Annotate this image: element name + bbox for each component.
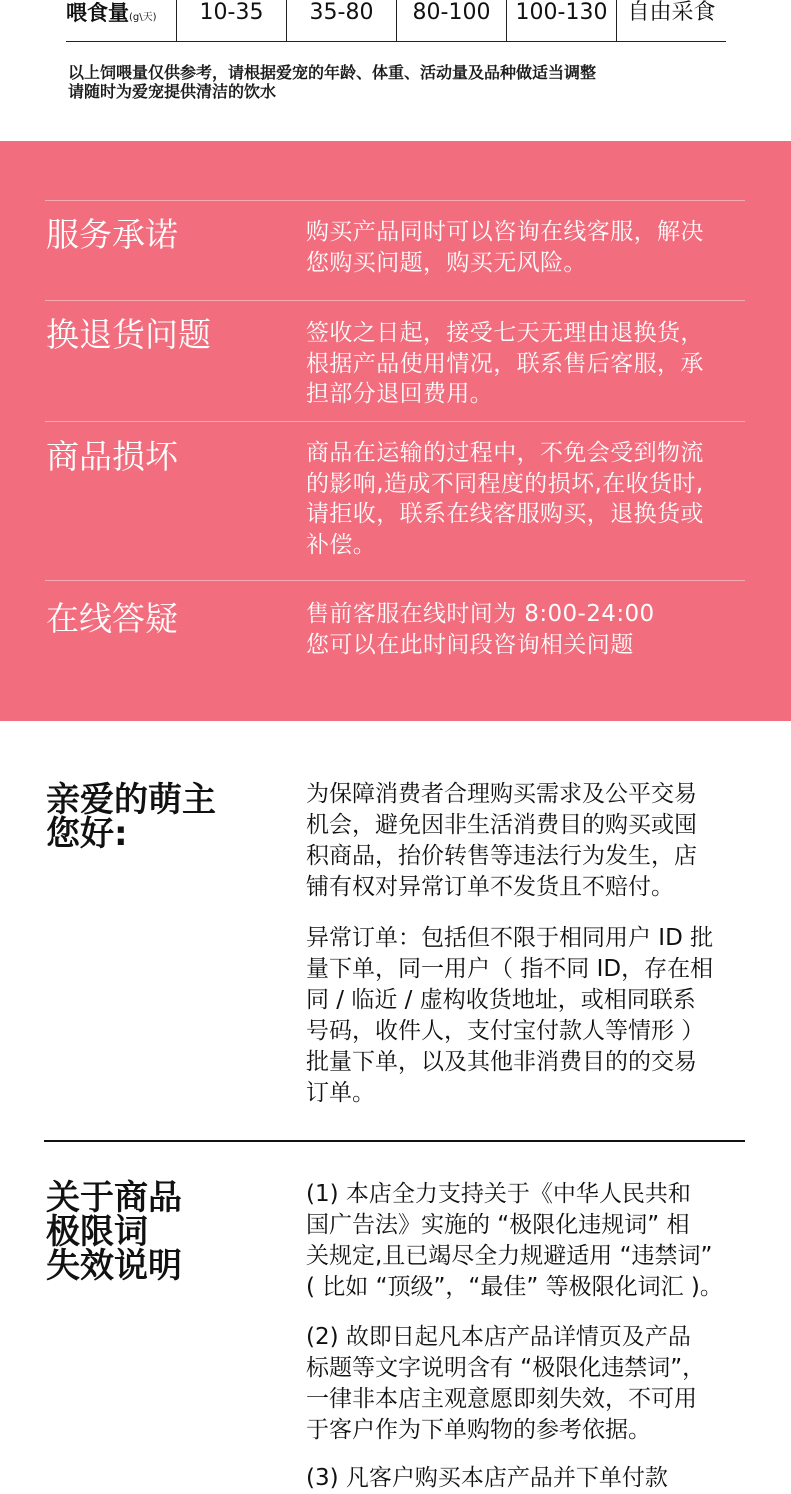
limit-line: 标题等文字说明含有 “极限化违禁词”， bbox=[306, 1355, 706, 1381]
limit-line: ( 比如 “顶级”，“最佳” 等极限化词汇 )。 bbox=[306, 1274, 723, 1300]
feeding-table-row bbox=[66, 0, 726, 42]
service-text-line: 售前客服在线时间为 8:00-24:00 bbox=[306, 601, 655, 627]
notice-line: 批量下单，以及其他非消费目的的交易 bbox=[306, 1049, 697, 1075]
feeding-note-line: 请随时为爱宠提供清洁的饮水 bbox=[68, 82, 277, 101]
limit-line: 国广告法》实施的 “极限化违规词” 相 bbox=[306, 1212, 690, 1238]
section-divider bbox=[44, 1140, 745, 1142]
service-text-line: 您购买问题，购买无风险。 bbox=[306, 249, 587, 276]
greeting-line: 您好: bbox=[46, 814, 128, 854]
service-text bbox=[306, 599, 748, 660]
service-text bbox=[306, 438, 748, 560]
service-text bbox=[306, 318, 748, 410]
notice-line: 订单。 bbox=[306, 1080, 375, 1106]
limit-words-heading bbox=[46, 1178, 182, 1286]
notice-line: 铺有权对异常订单不发货且不赔付。 bbox=[306, 874, 674, 900]
notice-line: 为保障消费者合理购买需求及公平交易 bbox=[306, 781, 697, 807]
limit-words-paragraph-2 bbox=[306, 1322, 751, 1446]
feeding-value-3: 80-100 bbox=[397, 0, 507, 41]
service-text-line: 购买产品同时可以咨询在线客服，解决 bbox=[306, 219, 704, 245]
feeding-value-1: 10-35 bbox=[177, 0, 287, 41]
service-text bbox=[306, 217, 748, 278]
service-text-line: 商品在运输的过程中，不免会受到物流 bbox=[306, 440, 704, 466]
notice-line: 机会，避免因非生活消费目的购买或囤 bbox=[306, 812, 697, 838]
service-divider bbox=[45, 421, 745, 422]
feeding-unit: (g\天) bbox=[129, 12, 157, 23]
limit-words-paragraph-1 bbox=[306, 1179, 751, 1303]
service-divider bbox=[45, 300, 745, 301]
feeding-value-4: 100-130 bbox=[507, 0, 617, 41]
feeding-value-5: 自由采食 bbox=[627, 0, 716, 25]
greeting-heading bbox=[46, 780, 216, 854]
service-text-line: 担部分退回费用。 bbox=[306, 381, 494, 407]
feeding-note-line: 以上饲喂量仅供参考，请根据爱宠的年龄、体重、活动量及品种做适当调整 bbox=[68, 63, 597, 82]
service-text-line: 补偿。 bbox=[306, 531, 377, 558]
feeding-amount-label: 喂食量(g\天) bbox=[66, 0, 177, 41]
heading-line: 关于商品 bbox=[46, 1178, 182, 1218]
notice-line: 积商品，抬价转售等违法行为发生，店 bbox=[306, 843, 697, 869]
limit-line: 于客户作为下单购物的参考依据。 bbox=[306, 1417, 651, 1443]
feeding-value-2: 35-80 bbox=[287, 0, 397, 41]
feeding-note bbox=[68, 63, 758, 101]
feeding-table-section bbox=[0, 0, 791, 141]
service-divider bbox=[45, 580, 745, 581]
limit-words-paragraph-3 bbox=[306, 1463, 751, 1494]
heading-line: 极限词 bbox=[46, 1212, 148, 1252]
service-text-line: 您可以在此时间段咨询相关问题 bbox=[306, 631, 634, 658]
limit-line: (3) 凡客户购买本店产品并下单付款 bbox=[306, 1465, 668, 1491]
notice-line: 同 / 临近 / 虚构收货地址，或相同联系 bbox=[306, 987, 696, 1013]
limit-line: (2) 故即日起凡本店产品详情页及产品 bbox=[306, 1324, 691, 1350]
service-title: 服务承诺 bbox=[46, 215, 178, 254]
notice-line: 异常订单：包括但不限于相同用户 ID 批 bbox=[306, 925, 714, 951]
service-title: 商品损坏 bbox=[46, 437, 178, 476]
notice-line: 量下单，同一用户（ 指不同 ID，存在相 bbox=[306, 956, 714, 982]
service-promise-section bbox=[0, 141, 791, 721]
notice-paragraph-2 bbox=[306, 923, 751, 1109]
service-text-line: 的影响,造成不同程度的损坏,在收货时, bbox=[306, 470, 704, 497]
limit-line: 一律非本店主观意愿即刻失效，不可用 bbox=[306, 1386, 697, 1412]
notice-paragraph-1 bbox=[306, 779, 751, 903]
limit-line: (1) 本店全力支持关于《中华人民共和 bbox=[306, 1181, 691, 1207]
notice-line: 号码，收件人，支付宝付款人等情形 ） bbox=[306, 1018, 705, 1044]
service-divider bbox=[45, 200, 745, 201]
service-title: 在线答疑 bbox=[46, 599, 178, 638]
limit-line: 关规定,且已竭尽全力规避适用 “违禁词” bbox=[306, 1243, 713, 1269]
heading-line: 失效说明 bbox=[46, 1246, 182, 1286]
greeting-line: 亲爱的萌主 bbox=[46, 780, 216, 820]
service-title: 换退货问题 bbox=[46, 315, 211, 354]
service-text-line: 签收之日起，接受七天无理由退换货， bbox=[306, 320, 704, 346]
service-text-line: 根据产品使用情况，联系售后客服，承 bbox=[306, 350, 704, 377]
service-text-line: 请拒收，联系在线客服购买，退换货或 bbox=[306, 501, 704, 527]
